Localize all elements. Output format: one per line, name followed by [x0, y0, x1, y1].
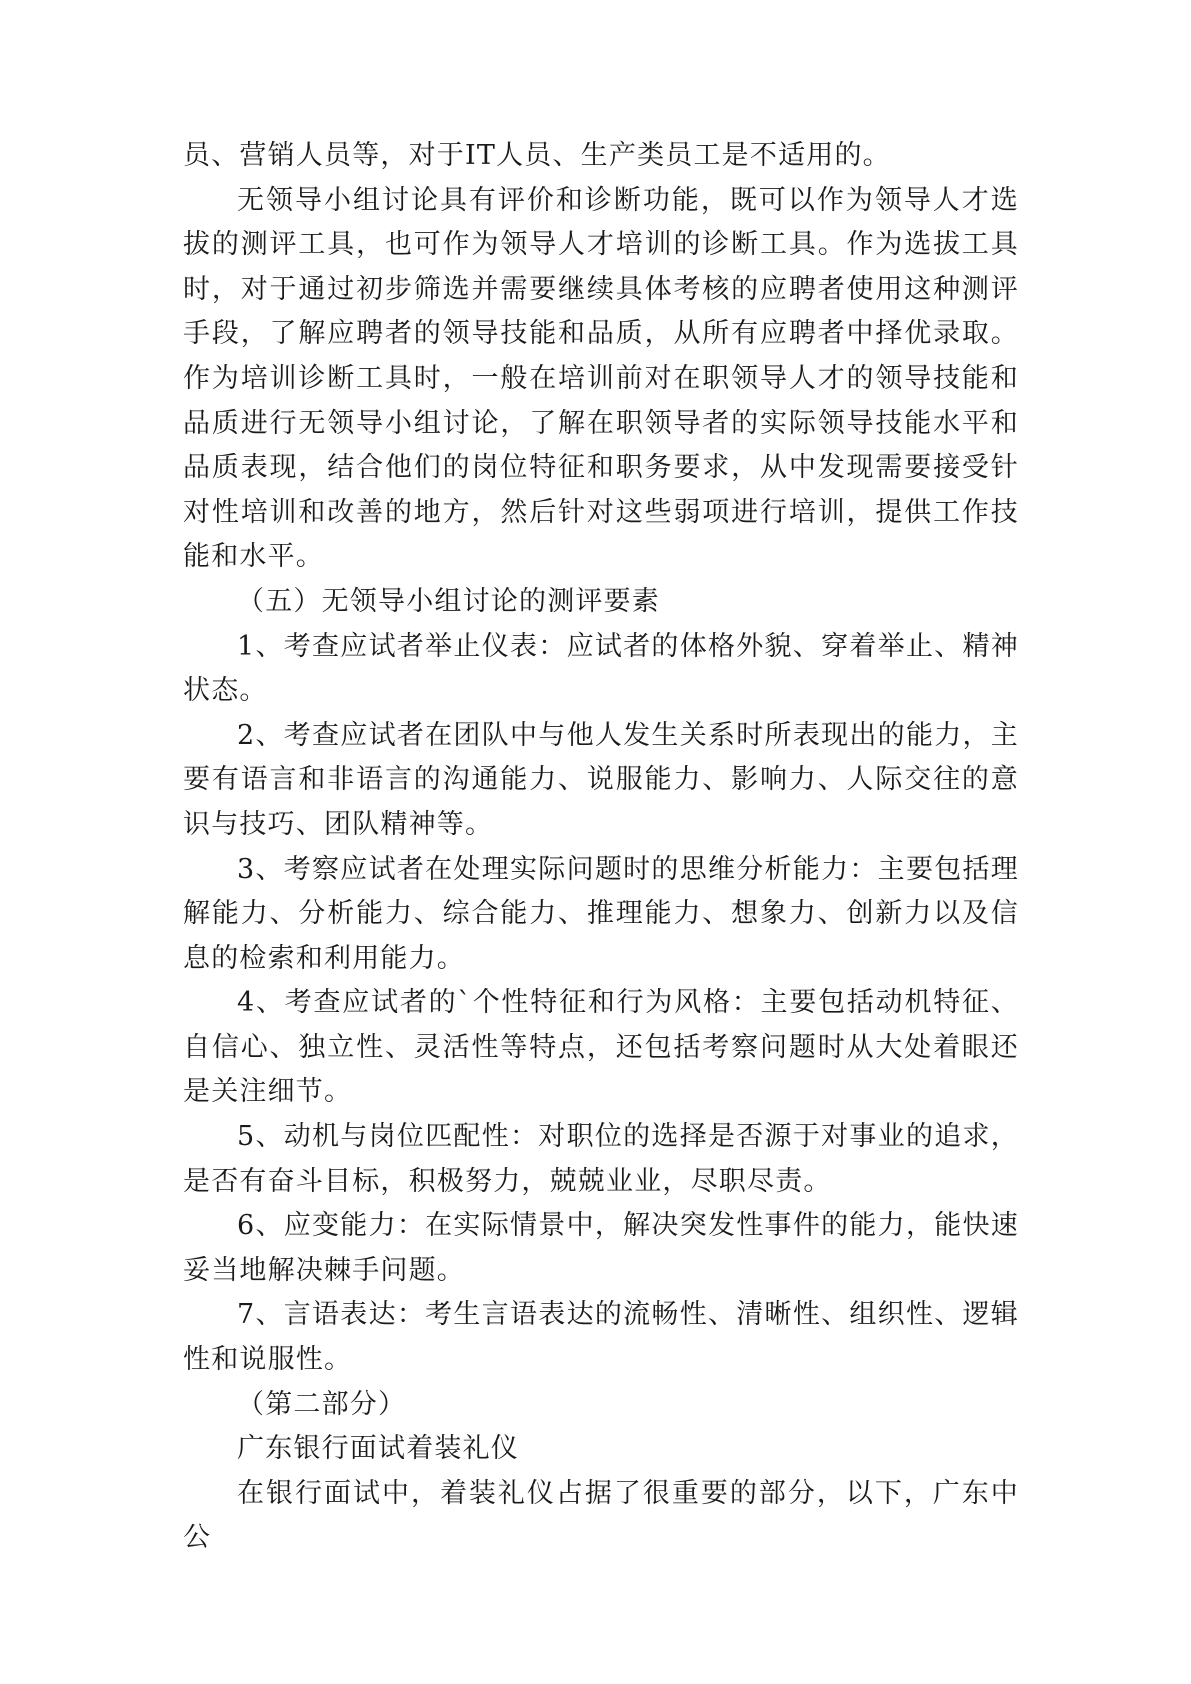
document-body — [183, 134, 1019, 1561]
list-item-6: 6、应变能力：在实际情景中，解决突发性事件的能力，能快速妥当地解决棘手问题。 — [183, 1210, 1019, 1286]
paragraph-function-description: 无领导小组讨论具有评价和诊断功能，既可以作为领导人才选拔的测评工具，也可作为领导人才培训的诊断工具。作为选拔工具时，对于通过初步筛选并需要继续具体考核的应聘者使用这种测评手段，了解应聘者的领导技能和品质，从所有应聘者中择优录取。作为培训诊断工具时，一般在培训前对在职领导人才的领导技能和品质进行无领导小组讨论，了解在职领导者的实际领导技能水平和品质表现，结合他们的岗位特征和职务要求，从中发现需要接受针对性培训和改善的地方，然后针对这些弱项进行培训，提供工作技能和水平。 — [183, 184, 1019, 573]
list-item-2: 2、考查应试者在团队中与他人发生关系时所表现出的能力，主要有语言和非语言的沟通能力、说服能力、影响力、人际交往的意识与技巧、团队精神等。 — [183, 719, 1019, 840]
paragraph-continuation: 员、营销人员等，对于IT人员、生产类员工是不适用的。 — [183, 140, 891, 171]
list-item-3: 3、考察应试者在处理实际问题时的思维分析能力：主要包括理解能力、分析能力、综合能力、推理能力、想象力、创新力以及信息的检索和利用能力。 — [183, 853, 1019, 974]
list-item-7: 7、言语表达：考生言语表达的流畅性、清晰性、组织性、逻辑性和说服性。 — [183, 1299, 1019, 1376]
paragraph-dress-intro: 在银行面试中，着装礼仪占据了很重要的部分，以下，广东中公 — [183, 1477, 1019, 1554]
section-heading-evaluation-elements: （五）无领导小组讨论的测评要素 — [237, 585, 660, 617]
list-item-4: 4、考查应试者的`个性特征和行为风格：主要包括动机特征、自信心、独立性、灵活性等特点，还包括考察问题时从大处着眼还是关注细节。 — [183, 987, 1019, 1108]
list-item-5: 5、动机与岗位匹配性：对职位的选择是否源于对事业的追求，是否有奋斗目标，积极努力，兢兢业业，尽职尽责。 — [183, 1121, 1019, 1197]
list-item-1: 1、考查应试者举止仪表：应试者的体格外貌、穿着举止、精神状态。 — [183, 630, 1019, 707]
section-title-dress-etiquette: 广东银行面试着装礼仪 — [237, 1433, 519, 1465]
part-heading: （第二部分） — [237, 1388, 407, 1420]
